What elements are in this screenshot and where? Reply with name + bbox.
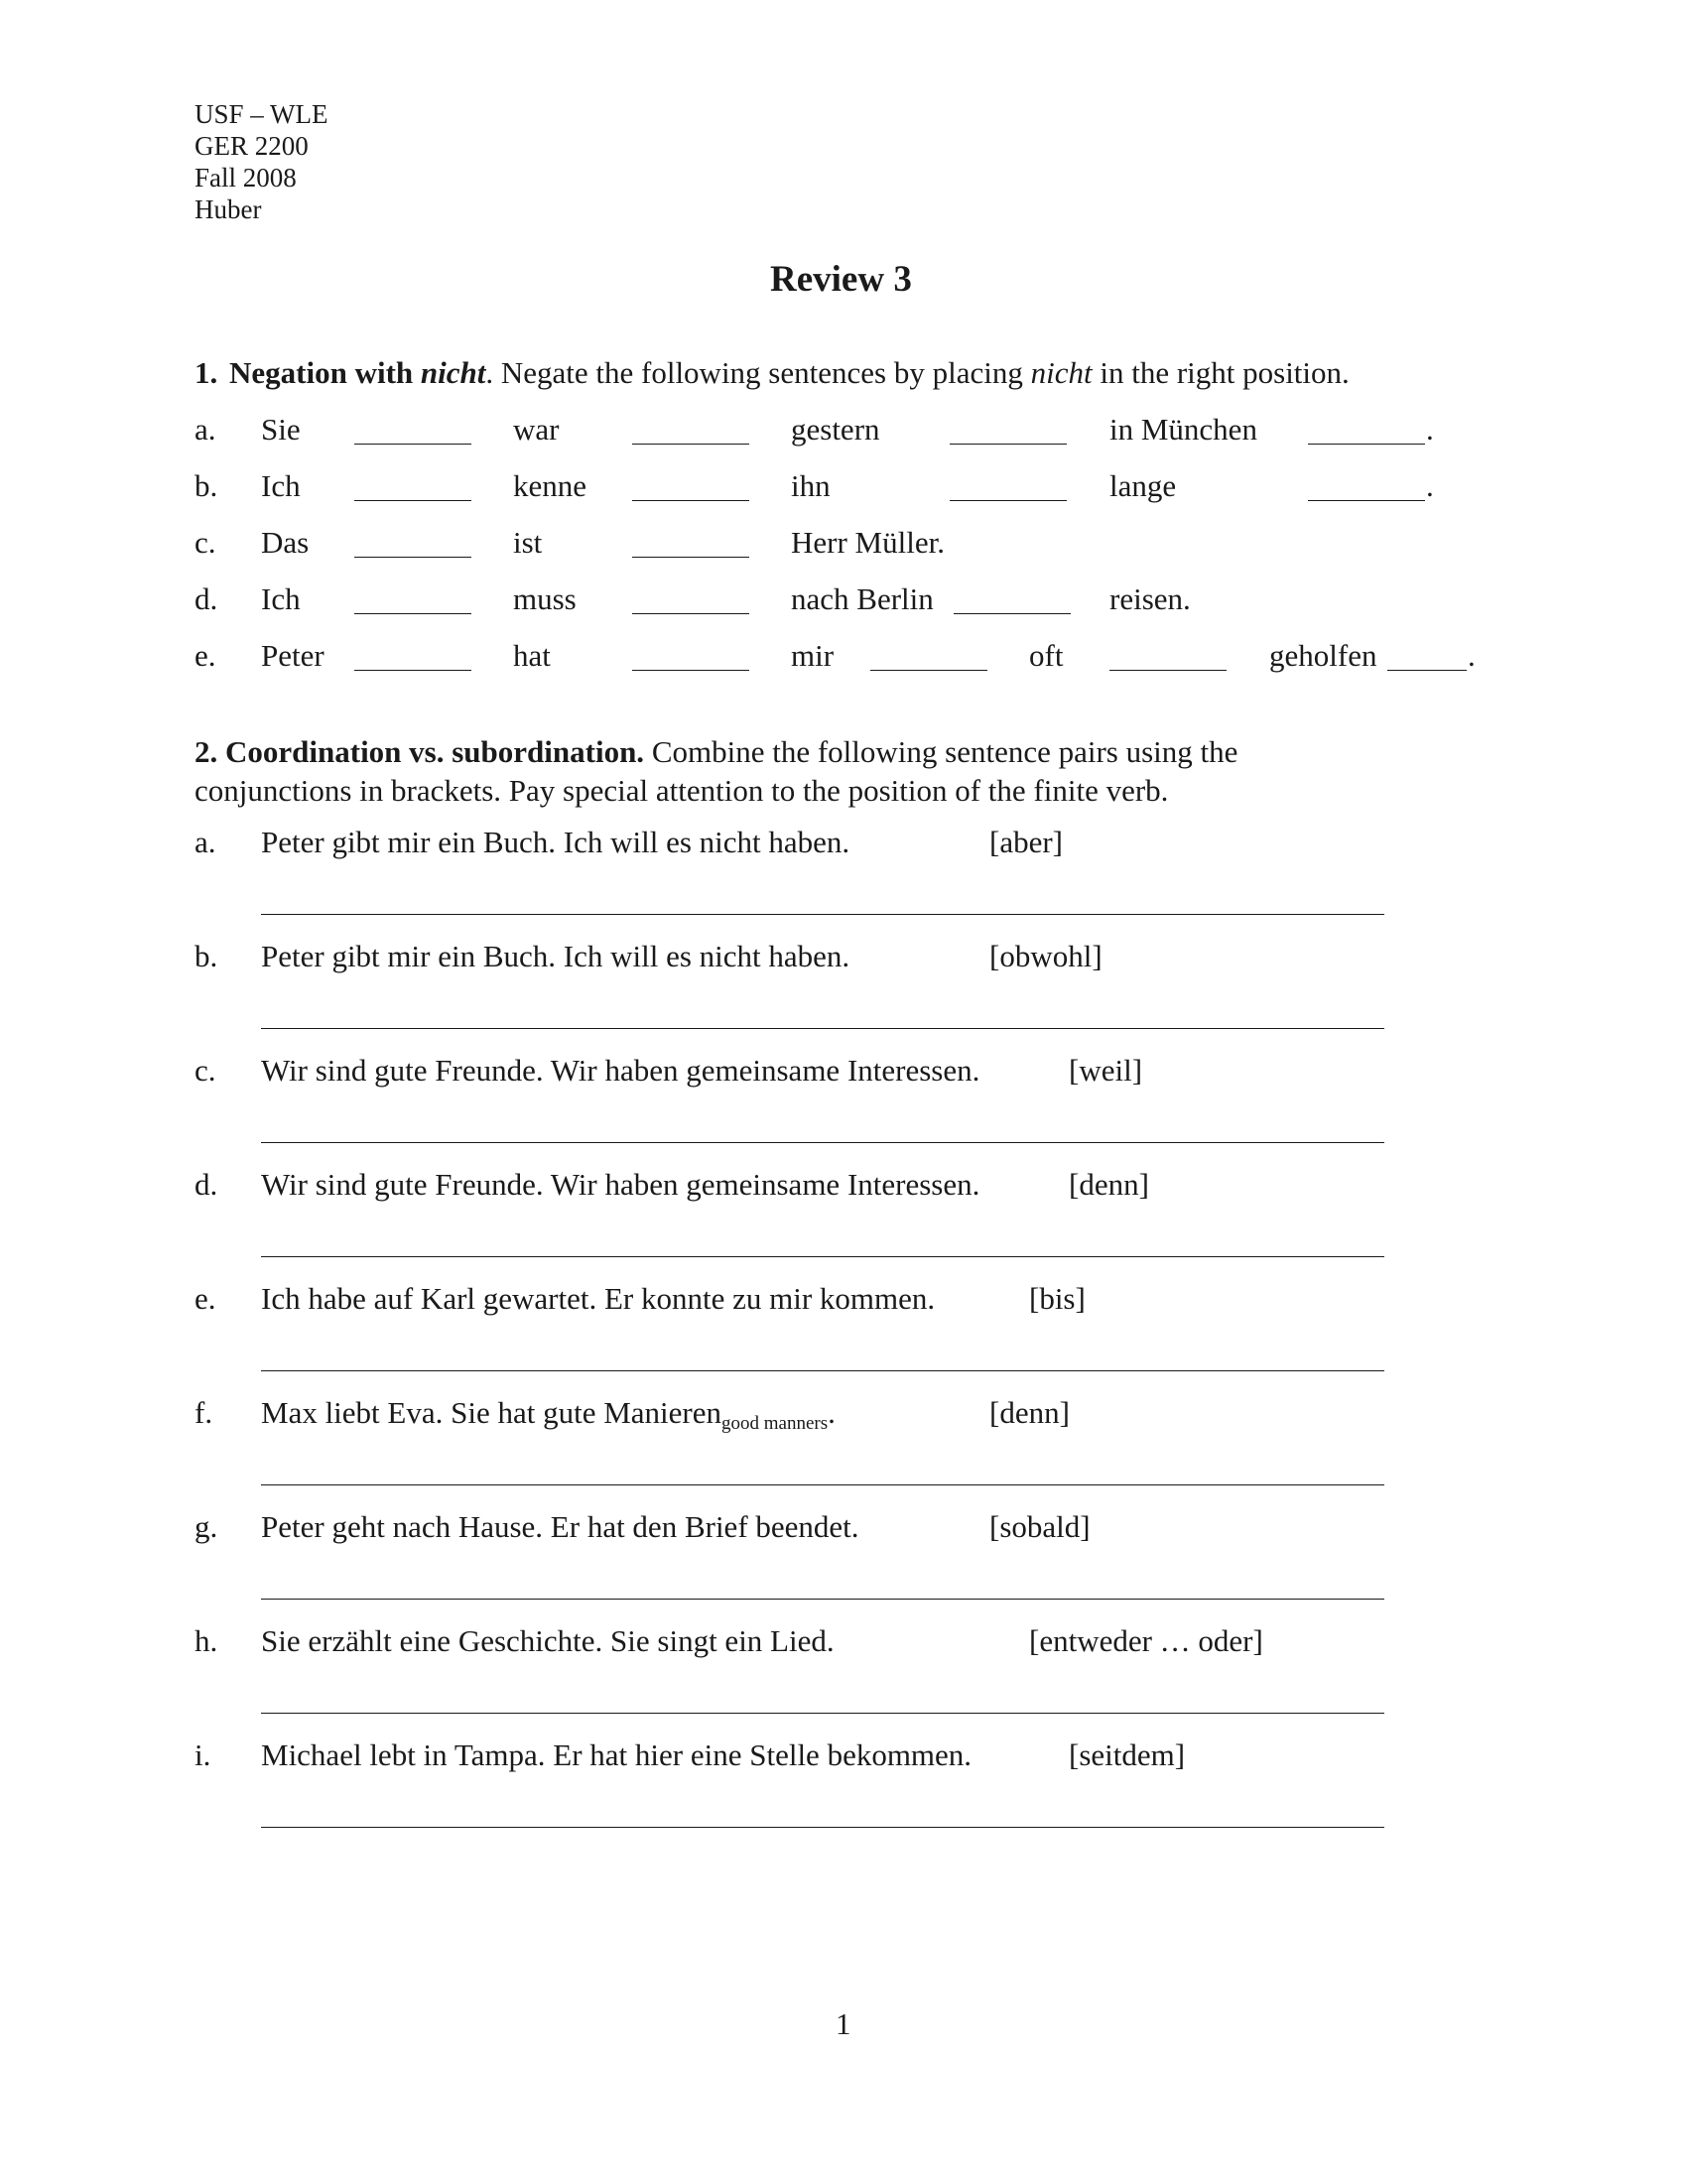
section1-instructions: . Negate the following sentences by placing nicht in the right position. [485,355,1350,390]
section1-heading [195,355,1350,391]
item-sentences: Wir sind gute Freunde. Wir haben gemeinsame Interessen. [261,1053,980,1088]
section1-number: 1. [195,355,218,390]
row-word: hat [513,638,551,673]
answer-blank[interactable] [354,444,471,445]
answer-blank[interactable] [1308,500,1425,501]
answer-blank[interactable] [954,613,1071,614]
answer-blank[interactable] [1109,670,1227,671]
answer-blank[interactable] [354,670,471,671]
answer-line[interactable] [261,1484,1384,1485]
section2-title: 2. Coordination vs. subordination. [195,734,645,769]
row-word: geholfen [1269,638,1377,673]
answer-line[interactable] [261,1713,1384,1714]
page-number: 1 [836,2006,851,2041]
item-sentences: Peter gibt mir ein Buch. Ich will es nicht haben. [261,939,850,973]
item-sentences: Sie erzählt eine Geschichte. Sie singt ein Lied. [261,1623,835,1658]
answer-blank[interactable] [354,557,471,558]
item-conjunction: [weil] [1069,1053,1143,1088]
row-word: nach Berlin [791,581,934,616]
item-letter: f. [195,1395,213,1430]
answer-blank[interactable] [632,670,749,671]
row-word: war [513,412,560,447]
row-word: muss [513,581,577,616]
item-sentences: Wir sind gute Freunde. Wir haben gemeinsame Interessen. [261,1167,980,1202]
row-word: Ich [261,581,301,616]
instructor-name: Huber [195,194,262,224]
row-period: . [1426,468,1434,503]
row-word: ihn [791,468,831,503]
row-word: mir [791,638,835,673]
row-word: gestern [791,412,880,447]
answer-line[interactable] [261,1142,1384,1143]
item-conjunction: [sobald] [989,1509,1091,1544]
item-letter: d. [195,1167,218,1202]
item-conjunction: [denn] [1069,1167,1149,1202]
answer-line[interactable] [261,1370,1384,1371]
section2-instructions-line1: Combine the following sentence pairs using the [644,734,1238,769]
row-letter: d. [195,581,218,616]
item-sentences: Peter geht nach Hause. Er hat den Brief beendet. [261,1509,859,1544]
item-conjunction: [bis] [1029,1281,1086,1316]
row-word: ist [513,525,543,560]
course-code: GER 2200 [195,131,309,161]
section1-title: Negation with nicht [229,355,486,390]
section2-heading [195,734,1237,770]
section2-instructions-line2: conjunctions in brackets. Pay special attention to the position of the finite verb. [195,773,1169,808]
answer-blank[interactable] [354,613,471,614]
row-word: Peter [261,638,325,673]
row-word: Herr Müller. [791,525,945,560]
row-word: lange [1109,468,1177,503]
answer-blank[interactable] [950,500,1067,501]
course-term: Fall 2008 [195,163,297,193]
answer-blank[interactable] [870,670,987,671]
item-letter: c. [195,1053,216,1088]
row-letter: e. [195,638,216,673]
answer-line[interactable] [261,1256,1384,1257]
row-letter: b. [195,468,218,503]
row-word: oft [1029,638,1064,673]
course-institution: USF – WLE [195,99,328,129]
row-letter: a. [195,412,216,447]
answer-line[interactable] [261,914,1384,915]
item-letter: g. [195,1509,218,1544]
item-conjunction: [denn] [989,1395,1070,1430]
row-word: kenne [513,468,587,503]
row-word: in München [1109,412,1257,447]
row-letter: c. [195,525,216,560]
item-conjunction: [obwohl] [989,939,1103,973]
row-period: . [1426,412,1434,447]
item-letter: e. [195,1281,216,1316]
answer-blank[interactable] [1387,670,1467,671]
answer-line[interactable] [261,1827,1384,1828]
item-conjunction: [seitdem] [1069,1737,1186,1772]
answer-line[interactable] [261,1599,1384,1600]
page-title: Review 3 [770,259,912,300]
item-letter: h. [195,1623,218,1658]
answer-blank[interactable] [354,500,471,501]
answer-blank[interactable] [632,444,749,445]
answer-line[interactable] [261,1028,1384,1029]
row-word: reisen. [1109,581,1191,616]
answer-blank[interactable] [632,613,749,614]
gloss-subscript: good manners [721,1413,829,1434]
item-sentences: Max liebt Eva. Sie hat gute Manieren$_{good manners}$. [261,1395,836,1434]
answer-blank[interactable] [632,500,749,501]
row-word: Sie [261,412,301,447]
item-letter: b. [195,939,218,973]
row-period: . [1468,638,1476,673]
answer-blank[interactable] [1308,444,1425,445]
item-letter: a. [195,825,216,859]
answer-blank[interactable] [950,444,1067,445]
item-sentences: Michael lebt in Tampa. Er hat hier eine Stelle bekommen. [261,1737,973,1772]
row-word: Das [261,525,310,560]
item-conjunction: [entweder … oder] [1029,1623,1263,1658]
item-conjunction: [aber] [989,825,1063,859]
item-sentences: Ich habe auf Karl gewartet. Er konnte zu mir kommen. [261,1281,936,1316]
item-letter: i. [195,1737,211,1772]
answer-blank[interactable] [632,557,749,558]
row-word: Ich [261,468,301,503]
item-sentences: Peter gibt mir ein Buch. Ich will es nicht haben. [261,825,850,859]
